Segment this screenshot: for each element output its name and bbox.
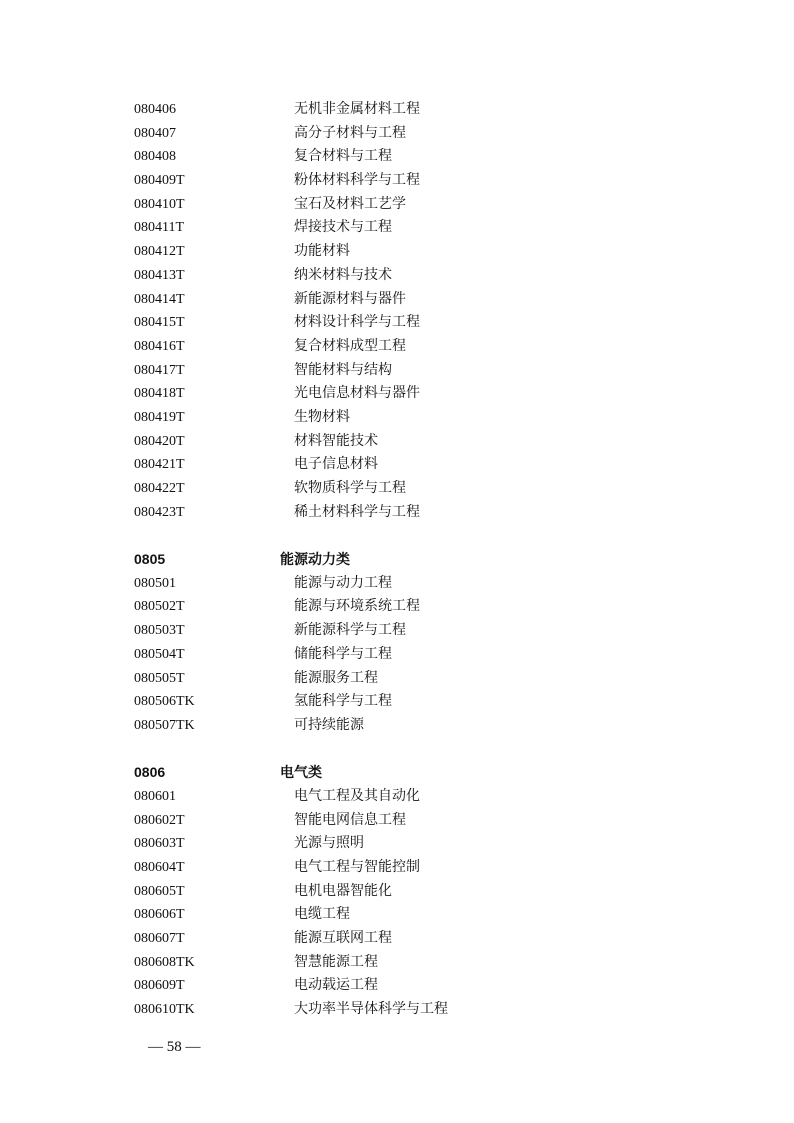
- major-code: 080502T: [134, 599, 185, 615]
- major-row: [134, 477, 694, 501]
- major-row: [134, 595, 694, 619]
- category-code: 0806: [134, 764, 166, 781]
- major-row: [134, 690, 694, 714]
- category-heading: [134, 761, 694, 785]
- major-name: 新能源材料与器件: [294, 290, 406, 307]
- major-code: 080606T: [134, 907, 185, 923]
- major-code: 080414T: [134, 291, 185, 307]
- major-row: [134, 809, 694, 833]
- major-code: 080604T: [134, 860, 185, 875]
- major-name: 新能源科学与工程: [294, 622, 406, 639]
- major-code: 080602T: [134, 812, 185, 828]
- major-code: 080421T: [134, 457, 185, 473]
- major-name: 能源与动力工程: [294, 574, 392, 591]
- major-row: [134, 98, 694, 122]
- major-row: [134, 667, 694, 691]
- major-row: [134, 359, 694, 383]
- major-row: [134, 714, 694, 738]
- category-heading: [134, 548, 694, 572]
- major-code: 080423T: [134, 504, 185, 520]
- major-code: 080507TK: [134, 717, 195, 733]
- major-name: 材料设计科学与工程: [294, 314, 420, 331]
- major-name: 能源与环境系统工程: [294, 598, 420, 615]
- major-code: 080506TK: [134, 694, 195, 710]
- major-code: 080420T: [134, 433, 185, 449]
- major-name: 粉体材料科学与工程: [294, 172, 420, 189]
- major-name: 智能材料与结构: [294, 361, 392, 378]
- major-catalog-list: [134, 98, 694, 1022]
- major-code: 080412T: [134, 244, 185, 260]
- major-code: 080422T: [134, 481, 185, 496]
- major-code: 080419T: [134, 409, 185, 425]
- major-row: [134, 311, 694, 335]
- section-spacer: [134, 524, 694, 548]
- section-spacer: [134, 738, 694, 762]
- major-name: 纳米材料与技术: [294, 266, 392, 283]
- major-name: 能源互联网工程: [294, 930, 392, 947]
- major-name: 智慧能源工程: [294, 953, 378, 970]
- major-row: [134, 240, 694, 264]
- major-name: 软物质科学与工程: [294, 480, 406, 496]
- major-code: 080409T: [134, 173, 185, 189]
- major-name: 可持续能源: [294, 716, 364, 733]
- major-name: 电缆工程: [294, 906, 350, 923]
- major-code: 080501: [134, 575, 176, 591]
- major-code: 080411T: [134, 220, 185, 236]
- major-row: [134, 382, 694, 406]
- major-row: [134, 974, 694, 998]
- major-code: 080418T: [134, 386, 185, 402]
- major-name: 复合材料成型工程: [294, 337, 406, 354]
- major-code: 080505T: [134, 670, 185, 686]
- major-code: 080408: [134, 149, 176, 165]
- major-row: [134, 122, 694, 146]
- major-name: 焊接技术与工程: [294, 219, 392, 236]
- major-code: 080503T: [134, 623, 185, 639]
- major-row: [134, 880, 694, 904]
- major-row: [134, 785, 694, 809]
- major-row: [134, 288, 694, 312]
- major-row: [134, 264, 694, 288]
- major-name: 光源与照明: [294, 835, 364, 852]
- major-name: 宝石及材料工艺学: [294, 195, 406, 212]
- major-name: 电动载运工程: [294, 977, 378, 994]
- major-name: 光电信息材料与器件: [294, 385, 420, 402]
- major-name: 氢能科学与工程: [294, 693, 392, 710]
- major-code: 080410T: [134, 196, 185, 212]
- major-code: 080603T: [134, 836, 185, 852]
- major-name: 智能电网信息工程: [294, 811, 406, 828]
- major-row: [134, 169, 694, 193]
- major-row: [134, 951, 694, 975]
- page-number: — 58 —: [148, 1039, 201, 1055]
- major-name: 无机非金属材料工程: [294, 101, 420, 117]
- major-name: 电气工程及其自动化: [294, 787, 420, 804]
- major-code: 080504T: [134, 646, 185, 662]
- major-row: [134, 572, 694, 596]
- major-row: [134, 643, 694, 667]
- major-code: 080610TK: [134, 1002, 195, 1018]
- major-row: [134, 619, 694, 643]
- major-row: [134, 856, 694, 880]
- major-code: 080605T: [134, 883, 185, 899]
- category-name: 电气类: [280, 764, 322, 781]
- major-name: 功能材料: [294, 243, 350, 260]
- major-name: 材料智能技术: [294, 432, 378, 449]
- major-name: 储能科学与工程: [294, 645, 392, 662]
- category-code: 0805: [134, 551, 166, 568]
- major-row: [134, 193, 694, 217]
- major-row: [134, 453, 694, 477]
- major-name: 大功率半导体科学与工程: [294, 1001, 448, 1018]
- major-name: 高分子材料与工程: [294, 124, 406, 141]
- major-row: [134, 430, 694, 454]
- major-code: 080407: [134, 125, 176, 141]
- major-name: 稀土材料科学与工程: [294, 503, 420, 520]
- major-code: 080416T: [134, 338, 185, 354]
- major-code: 080601: [134, 788, 176, 804]
- major-code: 080608TK: [134, 954, 195, 970]
- major-code: 080417T: [134, 362, 185, 378]
- major-code: 080406: [134, 102, 176, 117]
- major-row: [134, 335, 694, 359]
- major-name: 电子信息材料: [294, 456, 378, 473]
- major-code: 080607T: [134, 931, 185, 947]
- major-row: [134, 216, 694, 240]
- major-name: 电机电器智能化: [294, 882, 392, 899]
- major-name: 能源服务工程: [294, 669, 378, 686]
- major-row: [134, 832, 694, 856]
- major-code: 080415T: [134, 315, 185, 331]
- major-row: [134, 145, 694, 169]
- major-code: 080609T: [134, 978, 185, 994]
- major-name: 生物材料: [294, 408, 350, 425]
- major-row: [134, 998, 694, 1022]
- major-name: 复合材料与工程: [294, 148, 392, 165]
- major-row: [134, 927, 694, 951]
- category-name: 能源动力类: [280, 551, 350, 568]
- major-code: 080413T: [134, 267, 185, 283]
- major-row: [134, 501, 694, 525]
- major-row: [134, 903, 694, 927]
- major-name: 电气工程与智能控制: [294, 859, 420, 875]
- major-row: [134, 406, 694, 430]
